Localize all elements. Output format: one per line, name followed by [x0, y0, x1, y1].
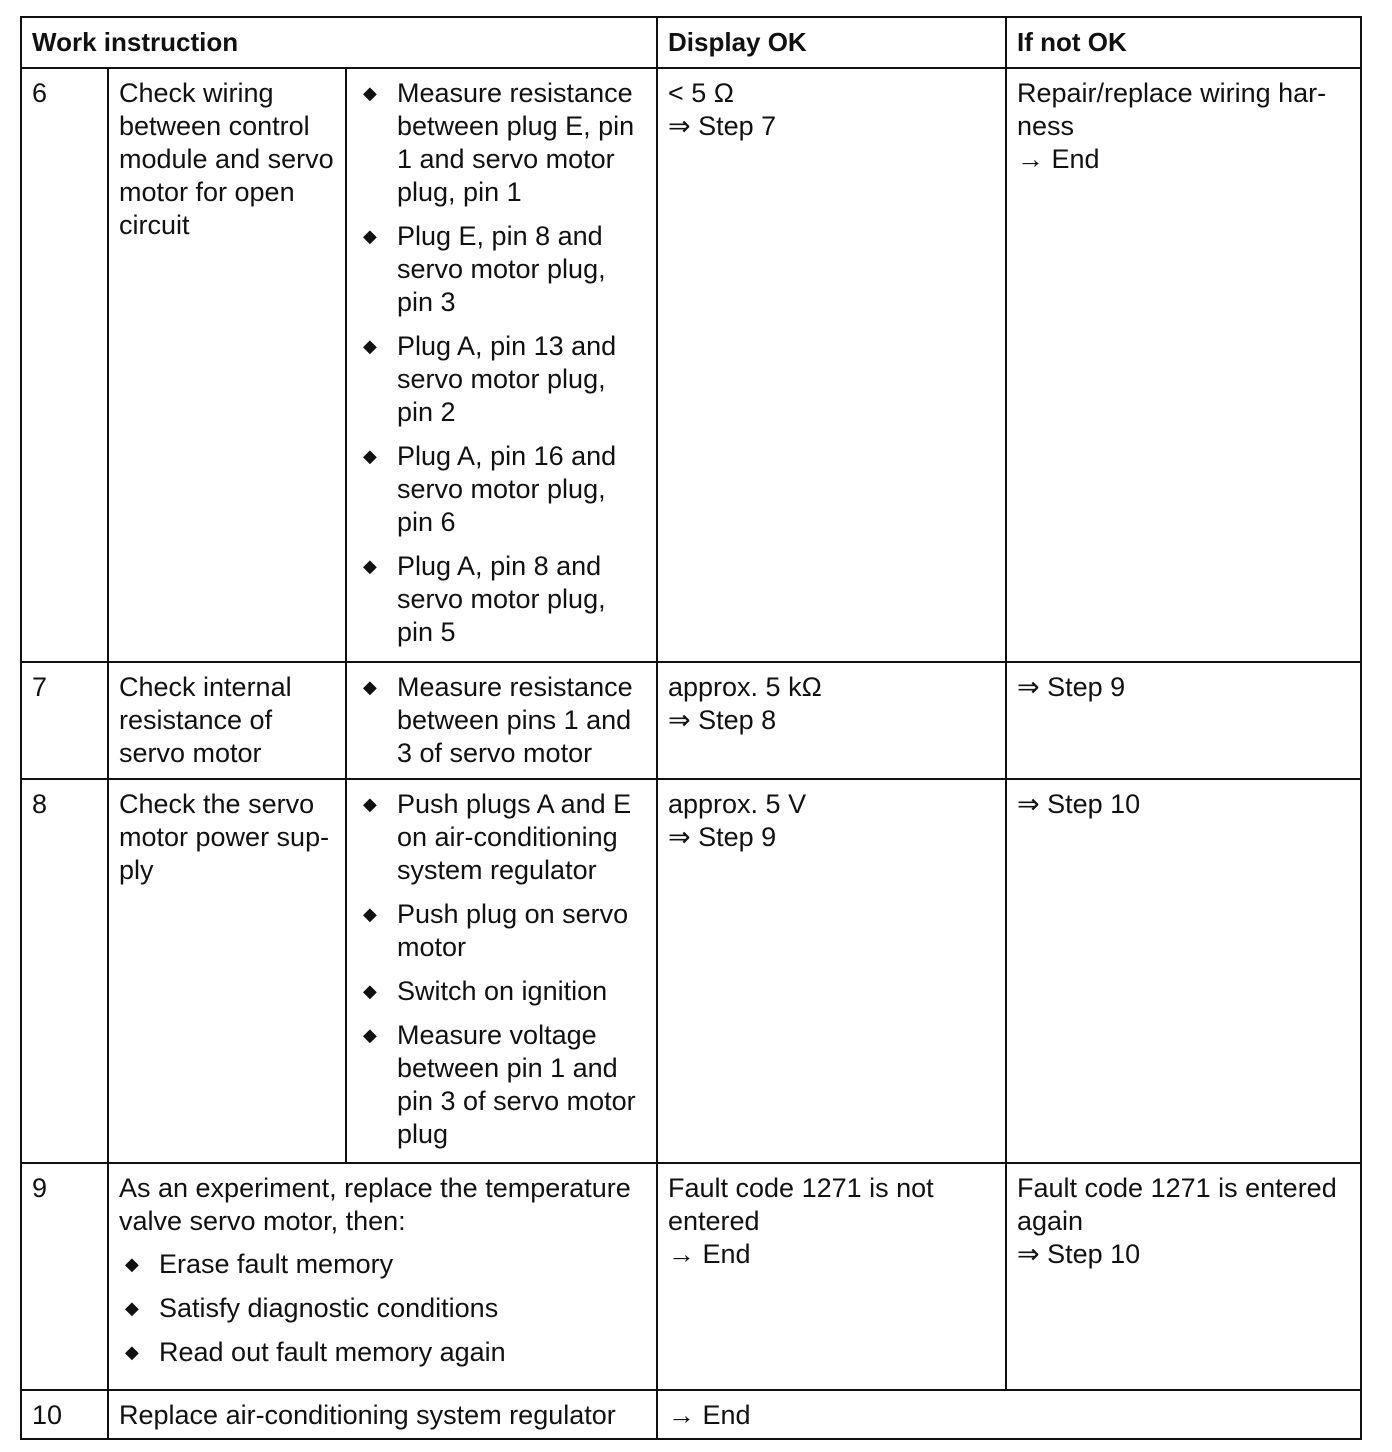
table-row — [21, 68, 1361, 662]
diamond-bullet-icon: ◆ — [363, 1025, 377, 1045]
step-number: 7 — [21, 662, 108, 779]
display-ok-cell: Fault code 1271 is not entered → End — [657, 1163, 1006, 1390]
header-work-instruction: Work instruction — [21, 17, 657, 68]
diamond-bullet-icon: ◆ — [363, 556, 377, 576]
check-description: Check wiring between control module and servo motor for open circuit — [108, 68, 346, 662]
table-row — [21, 662, 1361, 779]
experiment-intro: As an experiment, replace the temperature valve servo motor, then: — [119, 1173, 631, 1236]
list-item: ◆ Plug A, pin 8 and servo motor plug, pin 5 — [363, 551, 606, 647]
step-number: 6 — [21, 68, 108, 662]
header-display-ok: Display OK — [657, 17, 1006, 68]
header-if-not-ok: If not OK — [1006, 17, 1361, 68]
step-number: 10 — [21, 1390, 108, 1439]
diamond-bullet-icon: ◆ — [363, 83, 377, 103]
diamond-bullet-icon: ◆ — [363, 794, 377, 814]
action-cell — [346, 662, 657, 779]
diamond-bullet-icon: ◆ — [125, 1342, 139, 1362]
table-row — [21, 1390, 1361, 1439]
step-number: 9 — [21, 1163, 108, 1390]
diamond-bullet-icon: ◆ — [363, 677, 377, 697]
check-description: Check the servo motor power sup-ply — [108, 779, 346, 1163]
table-header — [21, 17, 1361, 68]
step-number: 8 — [21, 779, 108, 1163]
diamond-bullet-icon: ◆ — [363, 226, 377, 246]
table-row — [21, 1163, 1361, 1390]
display-ok-cell: < 5 Ω ⇒ Step 7 — [657, 68, 1006, 662]
list-item: ◆ Plug A, pin 13 and servo motor plug, pin 2 — [363, 331, 617, 427]
check-description: Check internal resistance of servo motor — [108, 662, 346, 779]
diamond-bullet-icon: ◆ — [363, 336, 377, 356]
diamond-bullet-icon: ◆ — [125, 1298, 139, 1318]
list-item: ◆ Measure resistance between plug E, pin 1 and servo motor plug, pin 1 — [363, 78, 635, 207]
list-item: ◆ Push plug on servo motor — [363, 899, 629, 962]
diamond-bullet-icon: ◆ — [125, 1254, 139, 1274]
display-ok-cell: approx. 5 kΩ ⇒ Step 8 — [657, 662, 1006, 779]
list-item: ◆ Switch on ignition — [363, 976, 608, 1006]
diamond-bullet-icon: ◆ — [363, 904, 377, 924]
action-cell — [346, 779, 657, 1163]
list-item: ◆ Read out fault memory again — [125, 1337, 506, 1367]
list-item: ◆ Satisfy diagnostic conditions — [125, 1293, 499, 1323]
list-item: ◆ Plug E, pin 8 and servo motor plug, pin 3 — [363, 221, 606, 317]
diamond-bullet-icon: ◆ — [363, 981, 377, 1001]
list-item: ◆ Measure resistance between pins 1 and 3 of servo motor — [363, 672, 633, 768]
list-item: ◆ Erase fault memory — [125, 1249, 394, 1279]
work-instruction-table — [20, 16, 1362, 1440]
list-item: ◆ Plug A, pin 16 and servo motor plug, pin 6 — [363, 441, 617, 537]
if-not-ok-cell: ⇒ Step 9 — [1006, 662, 1361, 779]
if-not-ok-cell: ⇒ Step 10 — [1006, 779, 1361, 1163]
display-ok-cell: approx. 5 V ⇒ Step 9 — [657, 779, 1006, 1163]
if-not-ok-cell: Fault code 1271 is entered again ⇒ Step 10 — [1006, 1163, 1361, 1390]
if-not-ok-cell: Repair/replace wiring har- ness → End — [1006, 68, 1361, 662]
list-item: ◆ Measure voltage between pin 1 and pin 3 of servo motor plug — [363, 1020, 636, 1149]
result-cell: → End — [657, 1390, 1361, 1439]
list-item: ◆ Push plugs A and E on air-conditioning system regulator — [363, 789, 632, 885]
action-cell — [346, 68, 657, 662]
instruction-cell: Replace air-conditioning system regulator — [108, 1390, 657, 1439]
table-row — [21, 779, 1361, 1163]
action-cell — [108, 1163, 657, 1390]
diamond-bullet-icon: ◆ — [363, 446, 377, 466]
